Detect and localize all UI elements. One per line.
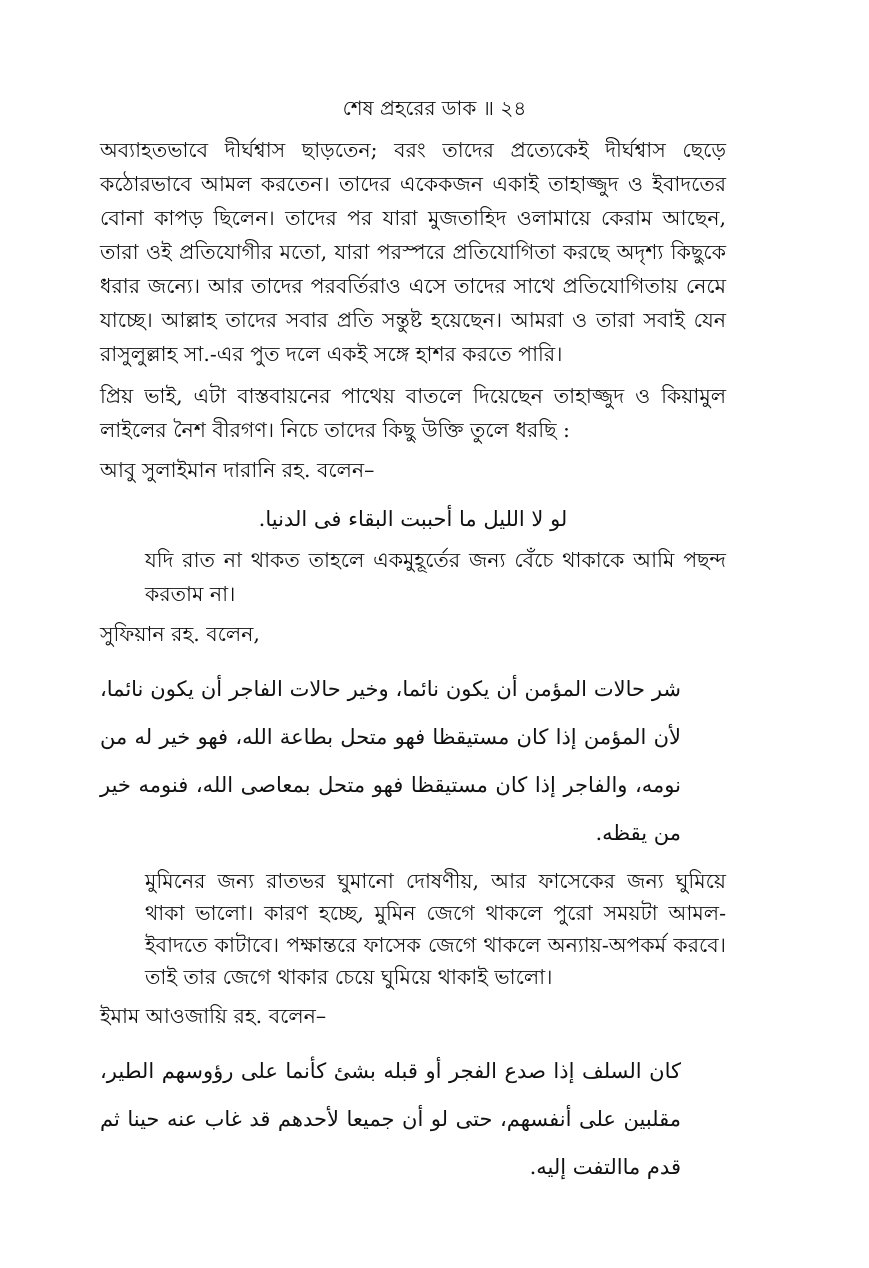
quote-translation: যদি রাত না থাকত তাহলে একমুহূর্তের জন্য বেঁচে থাকাকে আমি পছন্দ করতাম না। (145, 548, 726, 606)
arabic-quote: كان السلف إذا صدع الفجر أو قبله بشئ كأنما على رؤوسهم الطير، مقلبين على أنفسهم، حتى لو أن جميعا لأحدهم قد غاب عنه حينا ثم قدم ماالتفت إليه. (100, 1059, 681, 1179)
arabic-quote: لو لا الليل ما أحببت البقاء فى الدنيا. (258, 507, 568, 531)
body-paragraph: অব্যাহতভাবে দীর্ঘশ্বাস ছাড়তেন; বরং তাদের প্রত্যেকেই দীর্ঘশ্বাস ছেড়ে কঠোরভাবে আমল করতেন। তাদের একেকজন একাই তাহাজ্জুদ ও ইবাদতের বোনা কাপড় ছিলেন। তাদের পর যারা মুজতাহিদ ওলামায়ে কেরাম আছেন, তারা ওই প্রতিযোগীর মতো, যারা পরস্পরে প্রতিযোগিতা করছে অদৃশ্য কিছুকে ধরার জন্যে। আর তাদের পরবর্তিরাও এসে তাদের সাথে প্রতিযোগিতায় নেমে যাচ্ছে। আল্লাহ তাদের সবার প্রতি সন্তুষ্ট হয়েছেন। আমরা ও তারা সবাই যেন রাসুলুল্লাহ সা.-এর পুত দলে একই সঙ্গে হাশর করতে পারি। (100, 138, 726, 366)
arabic-quote: شر حالات المؤمن أن يكون نائما، وخير حالات الفاجر أن يكون نائما، لأن المؤمن إذا كان مستيقظا فهو متحل بطاعة الله، فهو خير له من نومه، والفاجر إذا كان مستيقظا فهو متحل بمعاصى الله، فنومه خير من يقظه. (100, 677, 681, 845)
quote-attribution: সুফিয়ান রহ. বলেন, (100, 622, 260, 646)
running-header: শেষ প্রহরের ডাক ॥ ২৪ (342, 96, 527, 120)
quote-translation: মুমিনের জন্য রাতভর ঘুমানো দোষণীয়, আর ফাসেকের জন্য ঘুমিয়ে থাকা ভালো। কারণ হচ্ছে, মুমিন জেগে থাকলে পুরো সময়টা আমল-ইবাদতে কাটাবে। পক্ষান্তরে ফাসেক জেগে থাকলে অন্যায়-অপকর্ম করবে। তাই তার জেগে থাকার চেয়ে ঘুমিয়ে থাকাই ভালো। (145, 869, 726, 989)
quote-attribution: ইমাম আওজায়ি রহ. বলেন– (100, 1004, 327, 1028)
page-body (100, 133, 726, 1191)
quote-attribution: আবু সুলাইমান দারানি রহ. বলেন– (100, 458, 375, 482)
body-paragraph: প্রিয় ভাই, এটা বাস্তবায়নের পাথেয় বাতলে দিয়েছেন তাহাজ্জুদ ও কিয়ামুল লাইলের নৈশ বীরগণ। নিচে তাদের কিছু উক্তি তুলে ধরছি : (100, 384, 726, 442)
